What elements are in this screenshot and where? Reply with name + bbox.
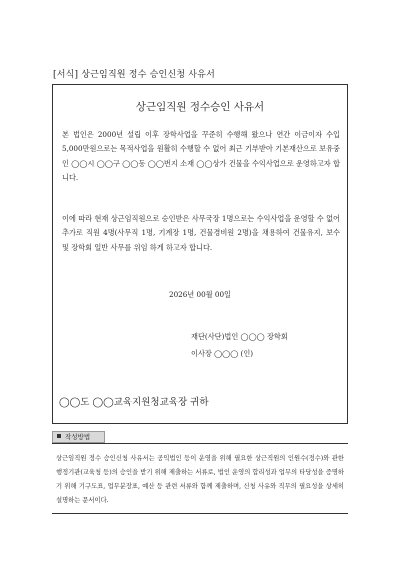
guide-tab xyxy=(52,431,105,443)
guide-text: 상근임직원 정수 승인신청 사유서는 공익법인 등이 운영을 위해 필요한 상근직원의 인원수(정수)와 관한 행정기관(교육청 등)의 승인을 받기 위해 제출하는 서류로, 법인 운영의 합리성과 업무의 타당성을 증명하기 위해 기구도표, 업무분장표, 예산 등 관련 서류와 함께 제출하며, 신청 사유와 직무의 필요성을 상세히 설명하는 문서이다. xyxy=(56,455,344,504)
signer-organization: 재단(사단)법인 ◯◯◯ 장학회 xyxy=(191,332,288,341)
square-bullet-icon xyxy=(57,434,61,438)
guide-box xyxy=(52,443,348,514)
recipient: ◯◯도 ◯◯교육지원청교육장 귀하 xyxy=(59,397,209,408)
document-date: 2026년 00월 00일 xyxy=(169,290,231,299)
document-title: 상근임직원 정수승인 사유서 xyxy=(135,101,265,113)
paragraph-1: 본 법인은 2000년 설립 이후 장학사업을 꾸준히 수행해 왔으나 연간 이금이자 수입 5,000만원으로는 목적사업을 원활히 수행할 수 없어 최근 기부받아 기본재산으로 보유중인 ◯◯시 ◯◯구 ◯◯동 ◯◯번지 소재 ◯◯상가 건물을 수익사업으로 운영하고자 합니다. xyxy=(62,130,340,183)
form-label: [서식] 상근임직원 정수 승인신청 사유서 xyxy=(53,70,215,80)
document-box xyxy=(52,84,348,424)
signer-name: 이사장 ◯◯◯ (인) xyxy=(191,349,254,358)
guide-tab-label: 작성방법 xyxy=(65,433,91,441)
paragraph-2: 이에 따라 현재 상근임직원으로 승인받은 사무국장 1명으로는 수익사업을 운영할 수 없어 추가로 직원 4명(사무직 1명, 기계장 1명, 건물경비원 2명)을 채용하여 건물유지, 보수 및 장학회 일반 사무를 위임 하게 하고자 합니다. xyxy=(62,214,340,252)
